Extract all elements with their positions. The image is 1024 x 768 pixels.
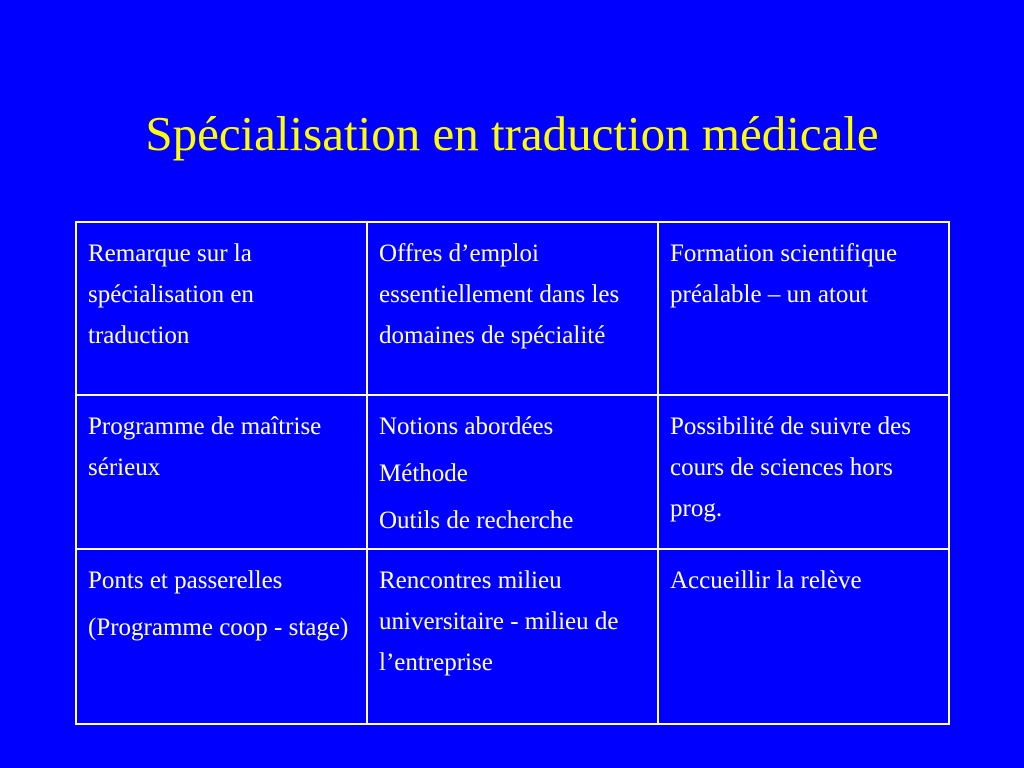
table-row bbox=[76, 395, 949, 549]
cell-paragraph: Méthode bbox=[379, 460, 468, 487]
cell-paragraph: Accueillir la relève bbox=[670, 567, 862, 594]
table-cell bbox=[76, 549, 367, 724]
cell-paragraph: Formation scientifique préalable – un atout bbox=[670, 240, 898, 308]
cell-paragraph: Ponts et passerelles bbox=[88, 567, 283, 594]
table-row bbox=[76, 222, 949, 395]
cell-paragraph: Outils de recherche bbox=[379, 507, 574, 534]
table-row bbox=[76, 549, 949, 724]
content-table bbox=[75, 221, 950, 725]
cell-paragraph: Remarque sur la spécialisation en traduction bbox=[88, 240, 254, 349]
cell-paragraph: Possibilité de suivre des cours de sciences hors prog. bbox=[670, 413, 911, 522]
table-cell bbox=[76, 222, 367, 395]
table-cell bbox=[658, 222, 949, 395]
cell-paragraph: Rencontres milieu universitaire - milieu de l’entreprise bbox=[379, 567, 619, 676]
table-cell bbox=[367, 222, 658, 395]
cell-paragraph: (Programme coop - stage) bbox=[88, 614, 349, 641]
slide-title: Spécialisation en traduction médicale bbox=[145, 106, 879, 161]
cell-paragraph: Notions abordées bbox=[379, 413, 554, 440]
table-cell bbox=[367, 549, 658, 724]
table-cell bbox=[658, 395, 949, 549]
cell-paragraph: Offres d’emploi essentiellement dans les domaines de spécialité bbox=[379, 240, 620, 349]
cell-paragraph: Programme de maîtrise sérieux bbox=[88, 413, 322, 481]
table-cell bbox=[658, 549, 949, 724]
table-cell bbox=[76, 395, 367, 549]
table-cell bbox=[367, 395, 658, 549]
